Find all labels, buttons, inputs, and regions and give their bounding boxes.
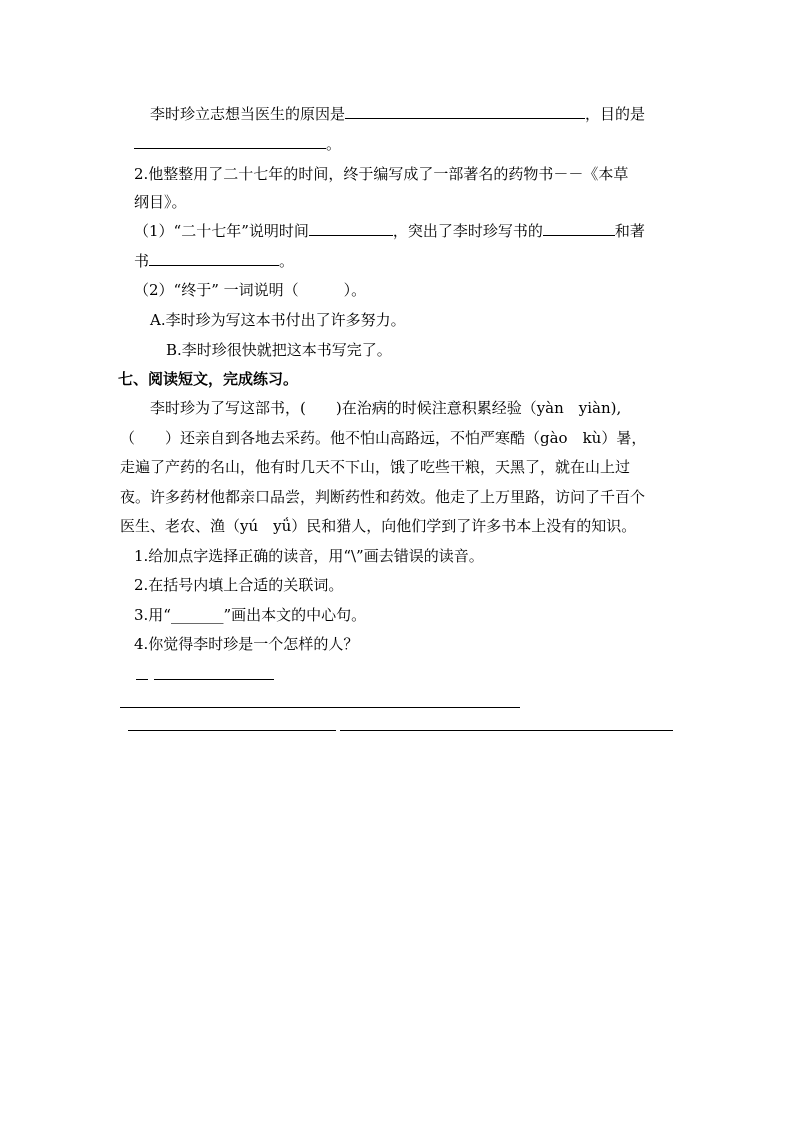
question-2-sub1 <box>134 221 645 241</box>
answer-line-1[interactable] <box>154 679 274 680</box>
question-purpose-line <box>134 134 341 154</box>
exercise-2: 2.在括号内填上合适的关联词。 <box>134 576 344 594</box>
answer-line-2[interactable] <box>120 707 520 708</box>
question-2-sub2: （2）“终于” 一词说明（ ）。 <box>134 281 367 299</box>
sub1-text-c: 和著 <box>614 222 645 240</box>
passage-line-2: （ ）还亲自到各地去采药。他不怕山高路远，不怕严寒酷（gào kù）暑， <box>120 429 647 447</box>
exercise-3: 3.用“_______”画出本文的中心句。 <box>134 606 367 624</box>
sub1-text-a: （1）“二十七年”说明时间 <box>134 222 309 240</box>
answer-blank-purpose[interactable] <box>134 134 326 149</box>
sub1-text-e: 。 <box>279 252 295 270</box>
question-reason-text: 李时珍立志想当医生的原因是 <box>150 105 346 123</box>
section-7-heading: 七、阅读短文，完成练习。 <box>118 370 299 388</box>
option-a[interactable]: A.李时珍为写这本书付出了许多努力。 <box>150 311 406 329</box>
option-b[interactable]: B.李时珍很快就把这本书写完了。 <box>166 341 392 359</box>
answer-blank-time[interactable] <box>309 221 393 236</box>
question-purpose-text: ，目的是 <box>585 105 646 123</box>
exercise-4: 4.你觉得李时珍是一个怎样的人？ <box>134 635 359 653</box>
question-2-line1: 2.他整整用了二十七年的时间，终于编写成了一部著名的药物书－－《本草 <box>134 165 629 183</box>
answer-line-3b[interactable] <box>340 730 673 731</box>
answer-blank-reason[interactable] <box>345 104 585 119</box>
sub1-text-b: ，突出了李时珍写书的 <box>392 222 543 240</box>
answer-blank-spirit[interactable] <box>543 221 615 236</box>
passage-line-3: 走遍了产药的名山，他有时几天不下山，饿了吃些干粮，天黑了，就在山上过 <box>120 458 631 476</box>
answer-line-3a[interactable] <box>128 730 336 731</box>
passage-line-5: 医生、老农、渔（yú yǘ）民和猎人，向他们学到了许多书本上没有的知识。 <box>120 517 637 535</box>
answer-blank-book[interactable] <box>149 251 279 266</box>
exercise-1: 1.给加点字选择正确的读音，用“\”画去错误的读音。 <box>134 547 484 565</box>
answer-line-dash <box>136 679 148 680</box>
question-2-line2: 纲目》。 <box>134 193 187 211</box>
question-purpose-end: 。 <box>326 135 342 153</box>
passage-line-4: 夜。许多药材他都亲口品尝，判断药性和药效。他走了上万里路，访问了千百个 <box>120 488 646 506</box>
question-reason-line <box>150 104 645 124</box>
sub1-text-d: 书 <box>134 252 150 270</box>
passage-line-1: 李时珍为了写这部书，( )在治病的时候注意积累经验（yàn yiàn), <box>150 399 622 417</box>
question-2-sub1-cont <box>134 251 294 271</box>
